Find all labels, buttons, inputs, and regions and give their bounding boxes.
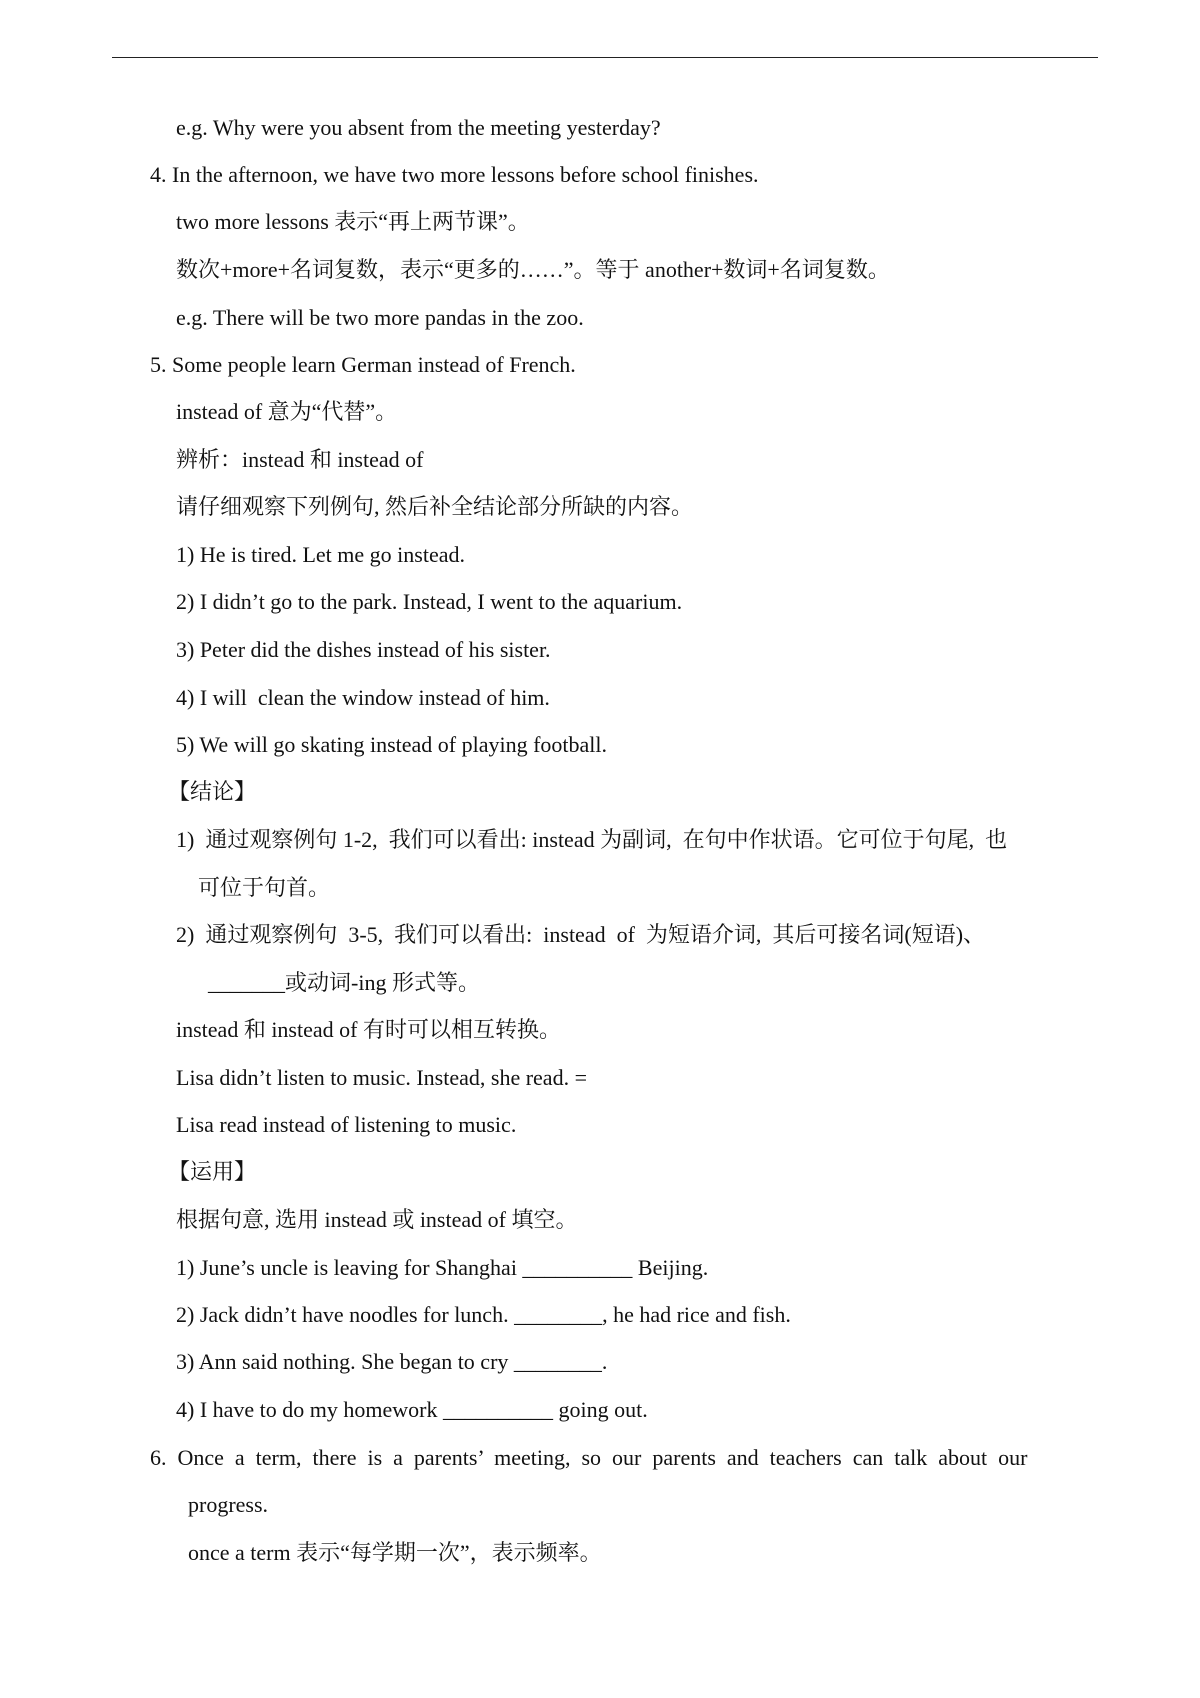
text-line: 辨析：instead 和 instead of bbox=[176, 447, 424, 472]
text-line: 1) June’s uncle is leaving for Shanghai __________ Beijing. bbox=[176, 1255, 709, 1280]
text-line: 3) Peter did the dishes instead of his sister. bbox=[176, 637, 551, 662]
text-line: _______或动词-ing 形式等。 bbox=[208, 970, 480, 995]
text-line: instead 和 instead of 有时可以相互转换。 bbox=[176, 1017, 561, 1042]
text-line: 5) We will go skating instead of playing football. bbox=[176, 732, 608, 757]
text-line: e.g. There will be two more pandas in the zoo. bbox=[176, 305, 584, 330]
text-line: e.g. Why were you absent from the meeting yesterday? bbox=[176, 115, 661, 140]
text-line: 可位于句首。 bbox=[198, 875, 331, 900]
text-line: Lisa read instead of listening to music. bbox=[176, 1112, 517, 1137]
text-line: two more lessons 表示“再上两节课”。 bbox=[176, 209, 530, 234]
header-rule bbox=[112, 57, 1098, 58]
text-line: 根据句意, 选用 instead 或 instead of 填空。 bbox=[176, 1207, 578, 1232]
text-line: once a term 表示“每学期一次”，表示频率。 bbox=[188, 1540, 602, 1565]
text-line: progress. bbox=[188, 1492, 269, 1517]
text-line: 1) 通过观察例句 1-2, 我们可以看出: instead 为副词, 在句中作状语。它可位于句尾, 也 bbox=[176, 827, 1008, 852]
text-line: 2) 通过观察例句 3-5, 我们可以看出: instead of 为短语介词, 其后可接名词(短语)、 bbox=[176, 922, 986, 947]
text-line: 2) I didn’t go to the park. Instead, I went to the aquarium. bbox=[176, 589, 683, 614]
text-line: 请仔细观察下列例句, 然后补全结论部分所缺的内容。 bbox=[176, 494, 694, 519]
text-line: 4) I have to do my homework __________ going out. bbox=[176, 1397, 648, 1422]
text-line: 【结论】 bbox=[168, 779, 257, 804]
text-line: 3) Ann said nothing. She began to cry ________. bbox=[176, 1349, 608, 1374]
text-line: 5. Some people learn German instead of French. bbox=[150, 352, 576, 377]
text-line: 6. Once a term, there is a parents’ meeting, so our parents and teachers can talk about our bbox=[150, 1445, 1028, 1470]
text-line: instead of 意为“代替”。 bbox=[176, 399, 398, 424]
text-line: 数次+more+名词复数，表示“更多的……”。等于 another+数词+名词复数。 bbox=[176, 257, 890, 282]
text-line: 1) He is tired. Let me go instead. bbox=[176, 542, 465, 567]
text-line: 4) I will clean the window instead of him. bbox=[176, 685, 550, 710]
text-line: Lisa didn’t listen to music. Instead, she read. = bbox=[176, 1065, 587, 1090]
text-line: 【运用】 bbox=[168, 1159, 257, 1184]
text-line: 4. In the afternoon, we have two more lessons before school finishes. bbox=[150, 162, 759, 187]
text-line: 2) Jack didn’t have noodles for lunch. ________, he had rice and fish. bbox=[176, 1302, 791, 1327]
